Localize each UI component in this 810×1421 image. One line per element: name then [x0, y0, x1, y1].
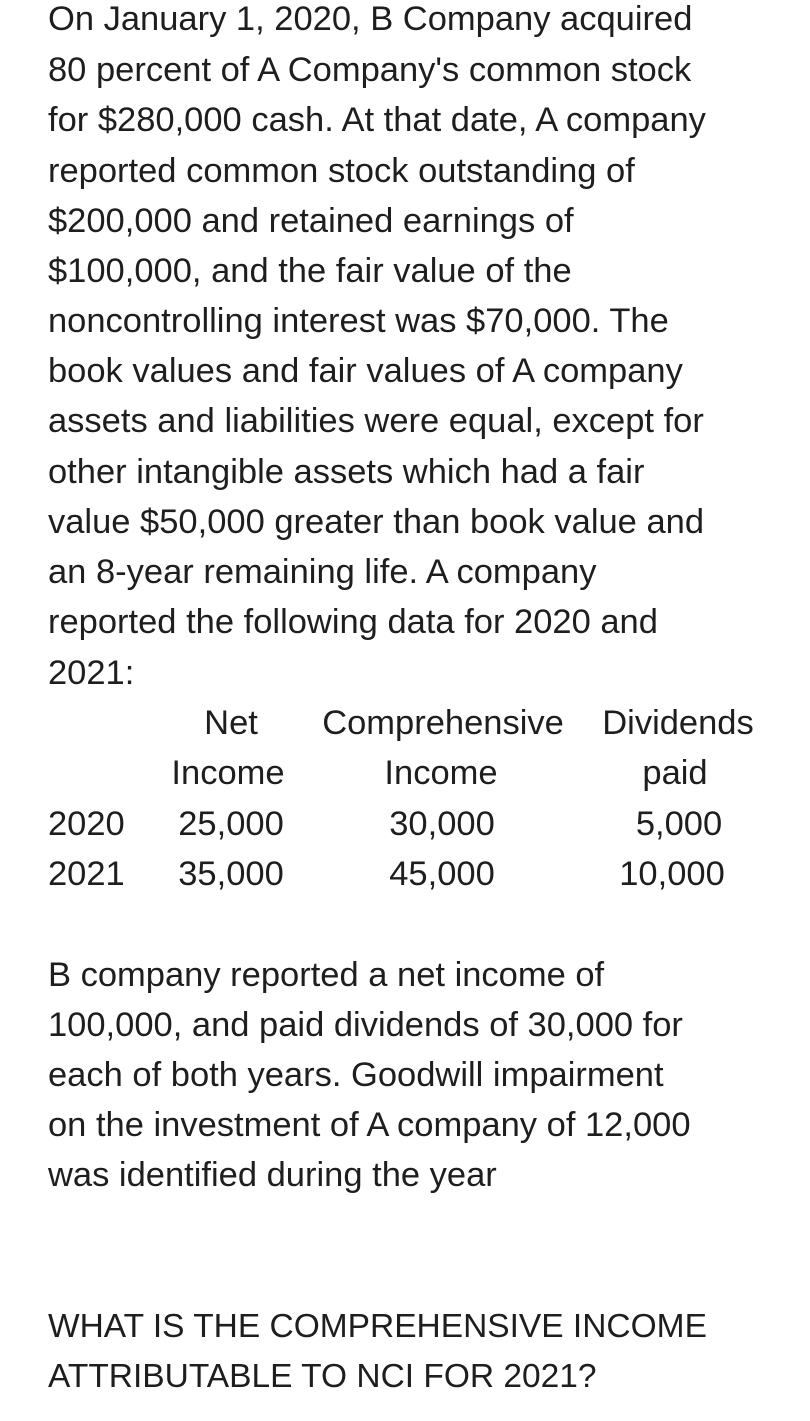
header-net-income: Income — [171, 754, 285, 792]
paragraph-line: value $50,000 greater than book value and — [48, 503, 705, 541]
row-dividends-paid: 10,000 — [619, 855, 725, 893]
paragraph-line: for $280,000 cash. At that date, A company — [48, 101, 706, 139]
paragraph-line: noncontrolling interest was $70,000. The — [48, 302, 669, 340]
row-net-income: 25,000 — [178, 805, 284, 843]
paragraph-line: $100,000, and the fair value of the — [48, 252, 572, 290]
paragraph-line: book values and fair values of A company — [48, 352, 683, 390]
paragraph-line: 80 percent of A Company's common stock — [48, 51, 692, 89]
paragraph-line: 100,000, and paid dividends of 30,000 for — [48, 1006, 683, 1044]
row-dividends-paid: 5,000 — [635, 805, 723, 843]
row-comprehensive-income: 30,000 — [389, 805, 495, 843]
paragraph-line: was identified during the year — [48, 1156, 497, 1194]
paragraph-line: 2021: — [48, 654, 135, 692]
paragraph-line: other intangible assets which had a fair — [48, 453, 645, 491]
header-comprehensive-income: Income — [384, 754, 498, 792]
paragraph-line: On January 1, 2020, B Company acquired — [48, 0, 693, 38]
paragraph-line: each of both years. Goodwill impairment — [48, 1056, 664, 1094]
row-year: 2021 — [48, 855, 125, 893]
header-dividends: Dividends — [602, 704, 754, 742]
question-line: WHAT IS THE COMPREHENSIVE INCOME — [48, 1308, 707, 1345]
paragraph-line: reported common stock outstanding of — [48, 152, 635, 190]
paragraph-line: assets and liabilities were equal, except for — [48, 402, 704, 440]
paragraph-line: $200,000 and retained earnings of — [48, 202, 574, 240]
paragraph-line: on the investment of A company of 12,000 — [48, 1106, 691, 1144]
row-year: 2020 — [48, 805, 125, 843]
header-comprehensive: Comprehensive — [322, 704, 564, 742]
paragraph-line: B company reported a net income of — [48, 956, 605, 994]
header-dividends-paid: paid — [642, 754, 708, 792]
row-comprehensive-income: 45,000 — [389, 855, 495, 893]
question-line: ATTRIBUTABLE TO NCI FOR 2021? — [48, 1358, 597, 1395]
header-net: Net — [204, 704, 258, 742]
row-net-income: 35,000 — [178, 855, 284, 893]
paragraph-line: an 8-year remaining life. A company — [48, 553, 597, 591]
paragraph-line: reported the following data for 2020 and — [48, 603, 658, 641]
